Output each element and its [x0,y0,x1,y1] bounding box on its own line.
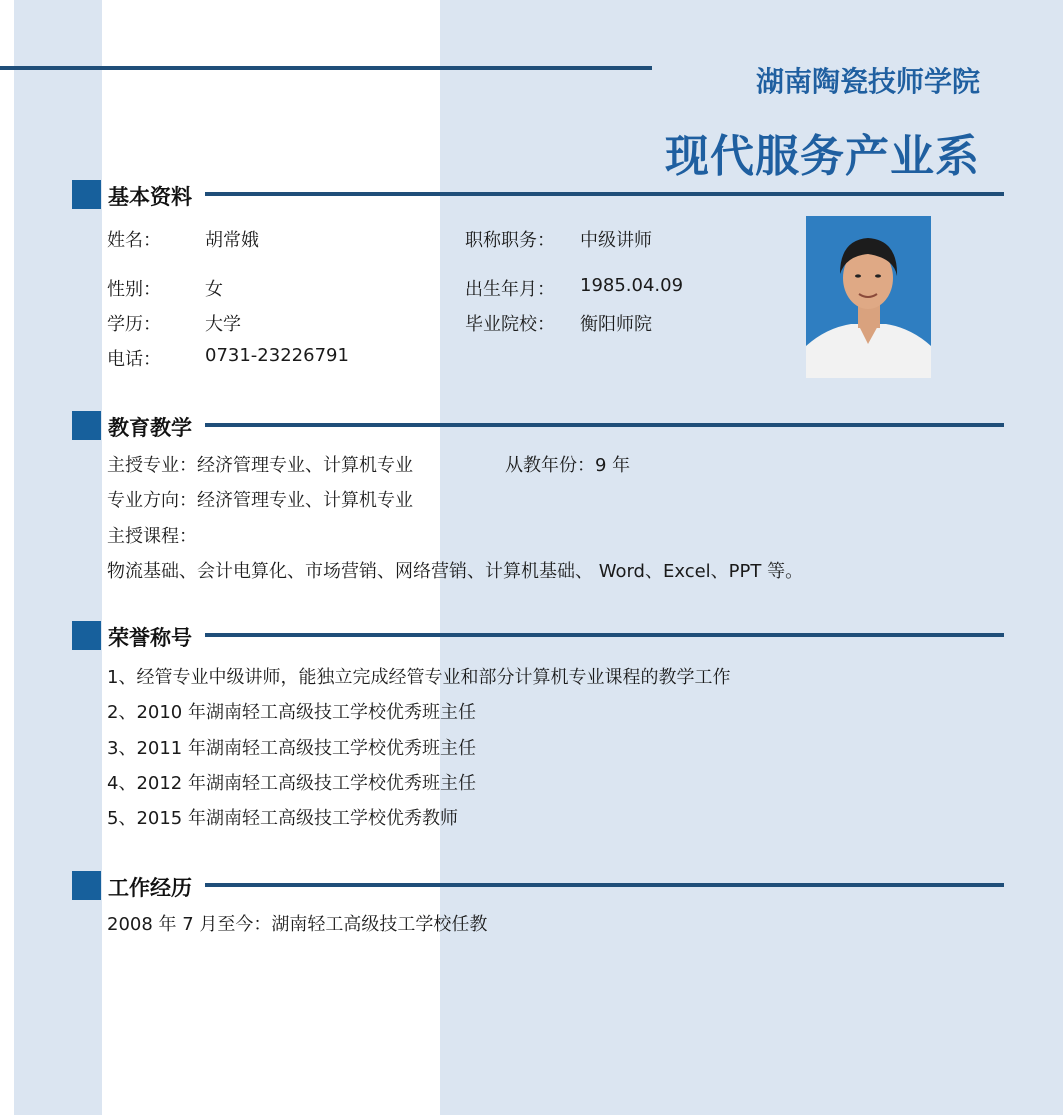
phone-value: 0731-23226791 [205,345,349,366]
education-label: 学历： [107,314,161,335]
honor-item: 4、2012 年湖南轻工高级技工学校优秀班主任 [107,773,476,794]
section-marker [72,621,101,650]
graduate-school-value: 衡阳师院 [580,314,652,335]
honor-item: 2、2010 年湖南轻工高级技工学校优秀班主任 [107,702,476,723]
section-honors-header [72,621,1004,651]
department-title: 现代服务产业系 [665,131,980,182]
header-rule [0,66,652,70]
section-teaching-header [72,411,1004,441]
section-rule [205,883,1004,887]
honor-item: 3、2011 年湖南轻工高级技工学校优秀班主任 [107,738,476,759]
section-marker [72,180,101,209]
left-background-band [14,0,102,1115]
direction-line: 专业方向：经济管理专业、计算机专业 [107,490,413,511]
phone-label: 电话： [107,349,161,370]
courses-list: 物流基础、会计电算化、市场营销、网络营销、计算机基础、 Word、Excel、PPT 等。 [107,561,804,582]
section-rule [205,192,1004,196]
section-title: 工作经历 [108,876,192,900]
section-title: 荣誉称号 [108,626,192,650]
section-title: 基本资料 [108,185,192,209]
major-line: 主授专业：经济管理专业、计算机专业 [107,455,413,476]
honor-item: 1、经管专业中级讲师，能独立完成经管专业和部分计算机专业课程的教学工作 [107,667,731,688]
job-title-value: 中级讲师 [580,230,652,251]
section-title: 教育教学 [108,416,192,440]
teaching-years: 从教年份：9 年 [505,455,631,476]
honor-item: 5、2015 年湖南轻工高级技工学校优秀教师 [107,808,458,829]
gender-label: 性别： [107,279,161,300]
gender-value: 女 [205,279,223,300]
work-item: 2008 年 7 月至今：湖南轻工高级技工学校任教 [107,914,488,935]
courses-label: 主授课程： [107,526,197,547]
profile-photo [806,216,931,378]
school-name: 湖南陶瓷技师学院 [755,65,980,98]
name-value: 胡常娥 [205,230,259,251]
section-work-header [72,871,1004,901]
section-marker [72,871,101,900]
education-value: 大学 [205,314,241,335]
birth-label: 出生年月： [465,279,555,300]
section-basic-header [72,180,1004,210]
name-label: 姓名： [107,230,161,251]
section-rule [205,633,1004,637]
graduate-school-label: 毕业院校： [465,314,555,335]
section-rule [205,423,1004,427]
job-title-label: 职称职务： [465,230,555,251]
birth-value: 1985.04.09 [580,275,684,296]
section-marker [72,411,101,440]
